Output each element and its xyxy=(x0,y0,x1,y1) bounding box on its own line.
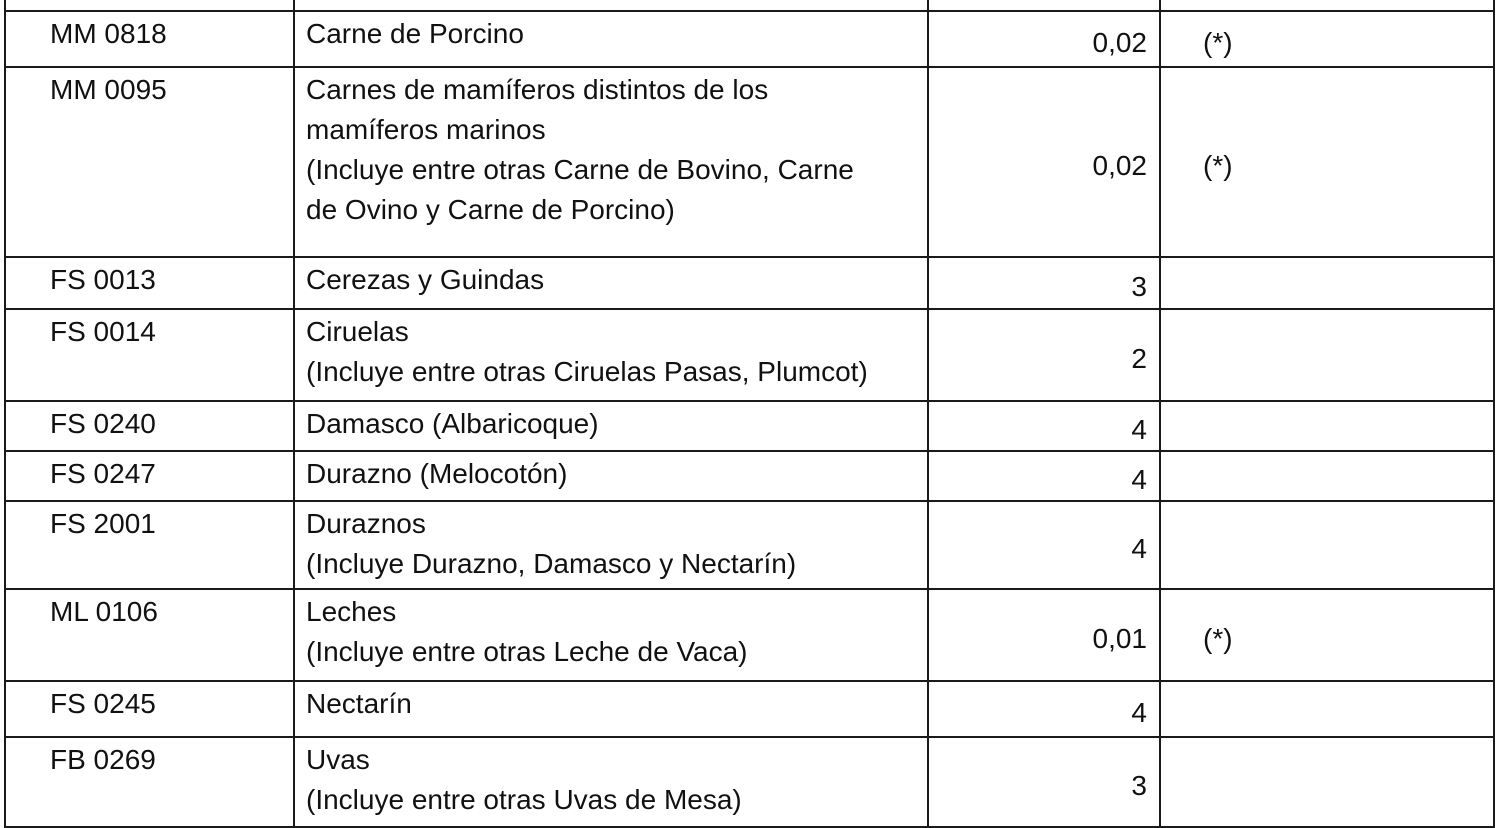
table-row xyxy=(5,589,1494,681)
product-line: (Incluye entre otras Uvas de Mesa) xyxy=(306,784,742,815)
product-cell xyxy=(294,451,928,501)
note-cell xyxy=(1160,737,1494,827)
product-line: Ciruelas xyxy=(306,316,409,347)
note-cell xyxy=(1160,681,1494,737)
limit-value-cell: 4 xyxy=(928,681,1160,737)
product-line: mamíferos marinos xyxy=(306,114,546,145)
code-cell: FS 0247 xyxy=(5,451,294,501)
code-cell: MM 0095 xyxy=(5,67,294,257)
product-cell xyxy=(294,257,928,309)
product-cell xyxy=(294,501,928,589)
product-cell xyxy=(294,401,928,451)
code-cell: ML 0106 xyxy=(5,589,294,681)
table-row xyxy=(5,257,1494,309)
limit-value-cell: 0,02 xyxy=(928,67,1160,257)
product-line: de Ovino y Carne de Porcino) xyxy=(306,194,675,225)
residue-limits-table xyxy=(4,0,1495,828)
product-line: (Incluye entre otras Ciruelas Pasas, Plumcot) xyxy=(306,356,868,387)
product-cell xyxy=(294,309,928,401)
product-line: (Incluye entre otras Leche de Vaca) xyxy=(306,636,748,667)
code-cell: FS 0014 xyxy=(5,309,294,401)
product-line: Carnes de mamíferos distintos de los xyxy=(306,74,769,105)
table-row xyxy=(5,501,1494,589)
product-line: Uvas xyxy=(306,744,370,775)
product-line: (Incluye Durazno, Damasco y Nectarín) xyxy=(306,548,797,579)
table-row xyxy=(5,401,1494,451)
code-cell: FS 0245 xyxy=(5,681,294,737)
note-cell xyxy=(1160,401,1494,451)
code-cell: FS 0013 xyxy=(5,257,294,309)
product-cell xyxy=(294,681,928,737)
product-line: Leches xyxy=(306,596,397,627)
product-cell xyxy=(294,737,928,827)
table-row xyxy=(5,309,1494,401)
note-cell: (*) xyxy=(1160,589,1494,681)
table-row xyxy=(5,11,1494,67)
code-cell: FB 0269 xyxy=(5,737,294,827)
limit-value-cell: 4 xyxy=(928,401,1160,451)
product-cell xyxy=(294,589,928,681)
product-line: Durazno (Melocotón) xyxy=(306,458,568,489)
limit-value-cell: 0,02 xyxy=(928,11,1160,67)
limit-value-cell: 0,01 xyxy=(928,589,1160,681)
product-line: Carne de Porcino xyxy=(306,18,524,49)
table-body xyxy=(5,0,1494,827)
table-row xyxy=(5,451,1494,501)
note-cell: (*) xyxy=(1160,11,1494,67)
note-cell xyxy=(1160,501,1494,589)
limit-value-cell: 4 xyxy=(928,451,1160,501)
limit-value-cell: 4 xyxy=(928,501,1160,589)
product-line: Damasco (Albaricoque) xyxy=(306,408,599,439)
limit-value-cell: 2 xyxy=(928,309,1160,401)
code-cell: FS 2001 xyxy=(5,501,294,589)
code-cell: FS 0240 xyxy=(5,401,294,451)
product-line: (Incluye entre otras Carne de Bovino, Carne xyxy=(306,154,854,185)
table-row-top-edge xyxy=(5,0,1494,11)
table-cell-empty xyxy=(1160,0,1494,11)
table-row xyxy=(5,681,1494,737)
product-cell xyxy=(294,67,928,257)
product-line: Cerezas y Guindas xyxy=(306,264,545,295)
note-cell: (*) xyxy=(1160,67,1494,257)
note-cell xyxy=(1160,451,1494,501)
note-cell xyxy=(1160,257,1494,309)
limit-value-cell: 3 xyxy=(928,737,1160,827)
product-line: Duraznos xyxy=(306,508,426,539)
limit-value-cell: 3 xyxy=(928,257,1160,309)
table-cell-empty xyxy=(294,0,928,11)
note-cell xyxy=(1160,309,1494,401)
code-cell: MM 0818 xyxy=(5,11,294,67)
table-cell-empty xyxy=(5,0,294,11)
product-cell xyxy=(294,11,928,67)
table-row xyxy=(5,67,1494,257)
product-line: Nectarín xyxy=(306,688,412,719)
table-cell-empty xyxy=(928,0,1160,11)
table-row xyxy=(5,737,1494,827)
